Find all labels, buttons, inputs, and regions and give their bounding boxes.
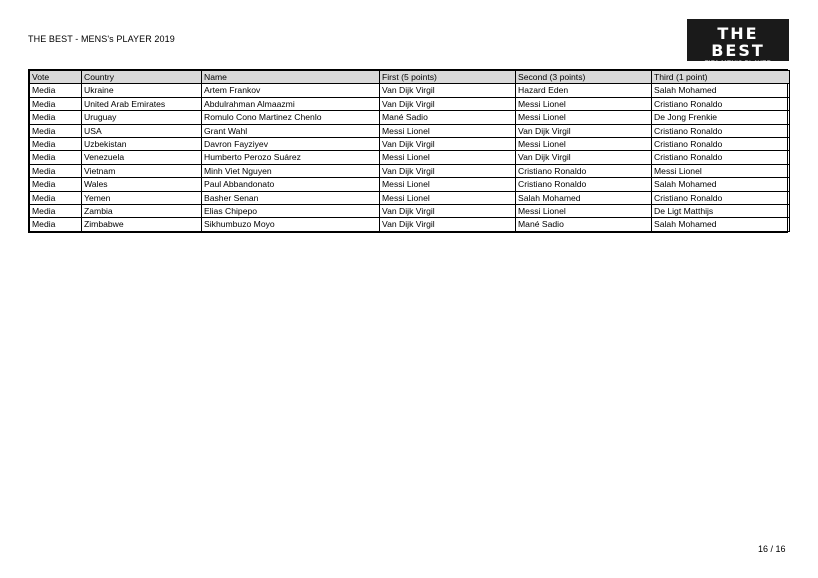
name-cell: Minh Viet Nguyen [202,164,380,177]
second-choice-cell: Hazard Eden [516,84,652,97]
name-cell: Grant Wahl [202,124,380,137]
first-choice-cell: Mané Sadio [380,111,516,124]
second-choice-cell: Van Dijk Virgil [516,151,652,164]
first-choice-cell: Van Dijk Virgil [380,84,516,97]
second-choice-cell: Cristiano Ronaldo [516,164,652,177]
vote-cell: Media [30,138,82,151]
country-cell: Zambia [82,205,202,218]
third-choice-cell: Salah Mohamed [652,178,790,191]
logo-main-text: THE BEST [711,24,765,60]
votes-table-container [28,69,788,233]
vote-cell: Media [30,164,82,177]
third-choice-cell: De Jong Frenkie [652,111,790,124]
vote-cell: Media [30,205,82,218]
table-row [30,218,790,231]
third-choice-cell: Cristiano Ronaldo [652,124,790,137]
vote-cell: Media [30,111,82,124]
votes-table [29,70,790,232]
name-cell: Artem Frankov [202,84,380,97]
table-row [30,124,790,137]
third-choice-cell: Salah Mohamed [652,84,790,97]
country-cell: Wales [82,178,202,191]
logo-sub-text: FIFA MEN'S PLAYER [704,60,772,67]
vote-cell: Media [30,178,82,191]
table-row [30,164,790,177]
name-cell: Elias Chipepo [202,205,380,218]
column-header-vote: Vote [30,71,82,84]
the-best-logo [687,19,789,67]
country-cell: United Arab Emirates [82,97,202,110]
vote-cell: Media [30,97,82,110]
table-row [30,178,790,191]
name-cell: Abdulrahman Almaazmi [202,97,380,110]
first-choice-cell: Van Dijk Virgil [380,205,516,218]
country-cell: Yemen [82,191,202,204]
table-row [30,111,790,124]
column-header-third: Third (1 point) [652,71,790,84]
name-cell: Sikhumbuzo Moyo [202,218,380,231]
country-cell: Vietnam [82,164,202,177]
vote-cell: Media [30,191,82,204]
vote-cell: Media [30,151,82,164]
second-choice-cell: Van Dijk Virgil [516,124,652,137]
second-choice-cell: Mané Sadio [516,218,652,231]
third-choice-cell: Messi Lionel [652,164,790,177]
third-choice-cell: Cristiano Ronaldo [652,191,790,204]
country-cell: Zimbabwe [82,218,202,231]
third-choice-cell: De Ligt Matthijs [652,205,790,218]
table-row [30,84,790,97]
country-cell: Venezuela [82,151,202,164]
third-choice-cell: Cristiano Ronaldo [652,97,790,110]
first-choice-cell: Van Dijk Virgil [380,218,516,231]
name-cell: Basher Senan [202,191,380,204]
second-choice-cell: Messi Lionel [516,111,652,124]
name-cell: Humberto Perozo Suárez [202,151,380,164]
second-choice-cell: Cristiano Ronaldo [516,178,652,191]
table-row [30,191,790,204]
table-row [30,205,790,218]
vote-cell: Media [30,218,82,231]
column-header-second: Second (3 points) [516,71,652,84]
document-title: THE BEST - MENS's PLAYER 2019 [28,34,175,44]
third-choice-cell: Salah Mohamed [652,218,790,231]
first-choice-cell: Messi Lionel [380,151,516,164]
page-number: 16 / 16 [758,544,786,554]
second-choice-cell: Messi Lionel [516,205,652,218]
first-choice-cell: Van Dijk Virgil [380,138,516,151]
third-choice-cell: Cristiano Ronaldo [652,138,790,151]
table-row [30,138,790,151]
column-header-name: Name [202,71,380,84]
country-cell: Uruguay [82,111,202,124]
country-cell: Ukraine [82,84,202,97]
country-cell: USA [82,124,202,137]
table-row [30,151,790,164]
vote-cell: Media [30,84,82,97]
vote-cell: Media [30,124,82,137]
second-choice-cell: Messi Lionel [516,97,652,110]
column-header-country: Country [82,71,202,84]
country-cell: Uzbekistan [82,138,202,151]
first-choice-cell: Messi Lionel [380,178,516,191]
first-choice-cell: Messi Lionel [380,124,516,137]
first-choice-cell: Van Dijk Virgil [380,164,516,177]
table-body [30,84,790,231]
first-choice-cell: Messi Lionel [380,191,516,204]
second-choice-cell: Messi Lionel [516,138,652,151]
first-choice-cell: Van Dijk Virgil [380,97,516,110]
second-choice-cell: Salah Mohamed [516,191,652,204]
name-cell: Romulo Cono Martinez Chenlo [202,111,380,124]
table-row [30,97,790,110]
column-header-first: First (5 points) [380,71,516,84]
name-cell: Davron Fayziyev [202,138,380,151]
name-cell: Paul Abbandonato [202,178,380,191]
table-header-row [30,71,790,84]
third-choice-cell: Cristiano Ronaldo [652,151,790,164]
